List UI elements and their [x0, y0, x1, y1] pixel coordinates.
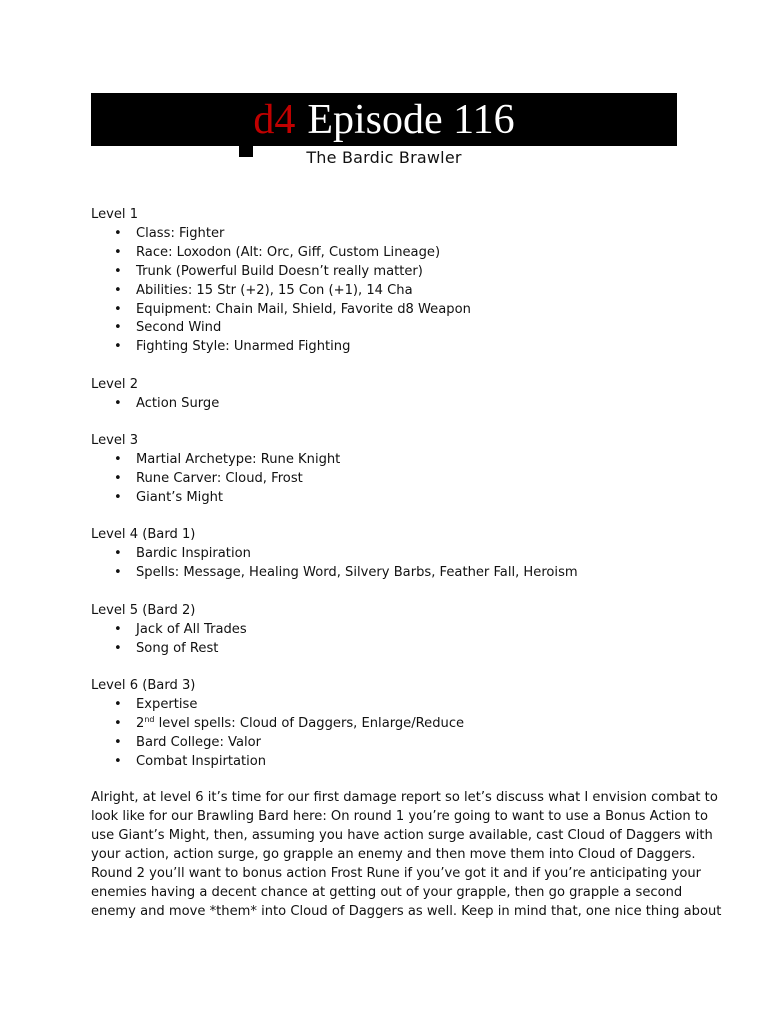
level-heading: Level 2: [91, 376, 139, 392]
bullet-icon: •: [114, 225, 122, 241]
bullet-icon: •: [114, 263, 122, 279]
feature-item: [91, 715, 677, 734]
feature-text: Action Surge: [136, 395, 220, 411]
level-feature-list: [91, 395, 677, 414]
paragraph-line: look like for our Brawling Bard here: On round 1 you’re going to want to use a Bonus Action to: [91, 809, 708, 825]
feature-text: Class: Fighter: [136, 225, 225, 241]
paragraph-line: enemy and move *them* into Cloud of Daggers as well. Keep in mind that, one nice thing about: [91, 903, 722, 919]
level-feature-list: [91, 225, 677, 357]
bullet-icon: •: [114, 697, 122, 712]
feature-item: [91, 301, 677, 320]
feature-item: [91, 753, 677, 772]
level-feature-list: [91, 696, 677, 772]
feature-item: [91, 621, 677, 640]
feature-text: Martial Archetype: Rune Knight: [136, 452, 341, 468]
feature-item: [91, 696, 677, 715]
level-heading: Level 3: [91, 433, 139, 449]
feature-item: [91, 734, 677, 753]
bullet-icon: •: [114, 471, 122, 487]
paragraph-line: your action, action surge, go grapple an enemy and then move them into Cloud of Daggers.: [91, 846, 696, 862]
paragraph-line: enemies having a decent chance at getting out of your grapple, then go grapple a second: [91, 884, 683, 900]
level-sections: [91, 206, 677, 772]
bullet-icon: •: [114, 734, 122, 750]
bullet-icon: •: [114, 546, 122, 562]
feature-item: [91, 395, 677, 414]
bullet-icon: •: [114, 489, 122, 505]
bullet-icon: •: [114, 753, 122, 769]
feature-text: Song of Rest: [136, 640, 219, 656]
level-heading: Level 4 (Bard 1): [91, 527, 196, 543]
bullet-icon: •: [114, 715, 122, 731]
ordinal-suffix: nd: [144, 714, 155, 724]
bullet-icon: •: [114, 565, 122, 581]
feature-text: Bardic Inspiration: [136, 546, 251, 562]
feature-item: [91, 489, 677, 508]
feature-item: [91, 338, 677, 357]
bullet-icon: •: [114, 640, 122, 656]
level-feature-list: [91, 621, 677, 659]
feature-text: Combat Inspirtation: [136, 753, 267, 769]
feature-text: Rune Carver: Cloud, Frost: [136, 471, 303, 487]
level-section: [91, 526, 677, 583]
feature-text: Equipment: Chain Mail, Shield, Favorite d8 Weapon: [136, 301, 471, 317]
feature-item: [91, 263, 677, 282]
feature-item: [91, 225, 677, 244]
feature-number: 2: [136, 715, 145, 731]
document-page: [91, 93, 722, 922]
feature-item: [91, 451, 677, 470]
paragraph-line: Alright, at level 6 it’s time for our first damage report so let’s discuss what I envision combat to: [91, 790, 718, 806]
feature-text: Bard College: Valor: [136, 734, 262, 750]
feature-item: [91, 319, 677, 338]
paragraph-line: Round 2 you’ll want to bonus action Frost Rune if you’ve got it and if you’re anticipating your: [91, 865, 702, 881]
feature-text: Jack of All Trades: [136, 621, 247, 637]
feature-text: Spells: Message, Healing Word, Silvery Barbs, Feather Fall, Heroism: [136, 565, 578, 581]
bullet-icon: •: [114, 621, 122, 637]
title-prefix: d4: [253, 96, 296, 143]
feature-text: Race: Loxodon (Alt: Orc, Giff, Custom Lineage): [136, 244, 441, 260]
feature-item: [91, 244, 677, 263]
level-heading: Level 5 (Bard 2): [91, 602, 196, 618]
level-feature-list: [91, 451, 677, 508]
damage-report-paragraph: [91, 789, 722, 921]
title-text: Episode 116: [307, 96, 515, 143]
bullet-icon: •: [114, 244, 122, 260]
subtitle: The Bardic Brawler: [306, 148, 462, 167]
bullet-icon: •: [114, 282, 122, 298]
feature-text: level spells: Cloud of Daggers, Enlarge/Reduce: [154, 715, 465, 731]
feature-item: [91, 640, 677, 659]
level-section: [91, 432, 677, 508]
bullet-icon: •: [114, 301, 122, 317]
feature-text: Fighting Style: Unarmed Fighting: [136, 339, 351, 355]
feature-text: Trunk (Powerful Build Doesn’t really matter): [136, 263, 423, 279]
level-section: [91, 376, 677, 414]
level-feature-list: [91, 545, 677, 583]
feature-item: [91, 545, 677, 564]
level-section: [91, 206, 677, 357]
level-heading: Level 1: [91, 207, 139, 222]
level-section: [91, 677, 677, 772]
feature-item: [91, 470, 677, 489]
bullet-icon: •: [114, 320, 122, 336]
level-section: [91, 602, 677, 659]
feature-text: Second Wind: [136, 320, 222, 336]
feature-text: Abilities: 15 Str (+2), 15 Con (+1), 14 Cha: [136, 282, 413, 298]
feature-item: [91, 564, 677, 583]
level-heading: Level 6 (Bard 3): [91, 678, 196, 694]
feature-text: Expertise: [136, 697, 198, 712]
bullet-icon: •: [114, 395, 122, 411]
paragraph-line: use Giant’s Might, then, assuming you have action surge available, cast Cloud of Daggers with: [91, 828, 713, 844]
bullet-icon: •: [114, 452, 122, 468]
feature-item: [91, 282, 677, 301]
title-banner: [91, 93, 677, 146]
bullet-icon: •: [114, 339, 122, 355]
feature-text: Giant’s Might: [136, 489, 224, 505]
